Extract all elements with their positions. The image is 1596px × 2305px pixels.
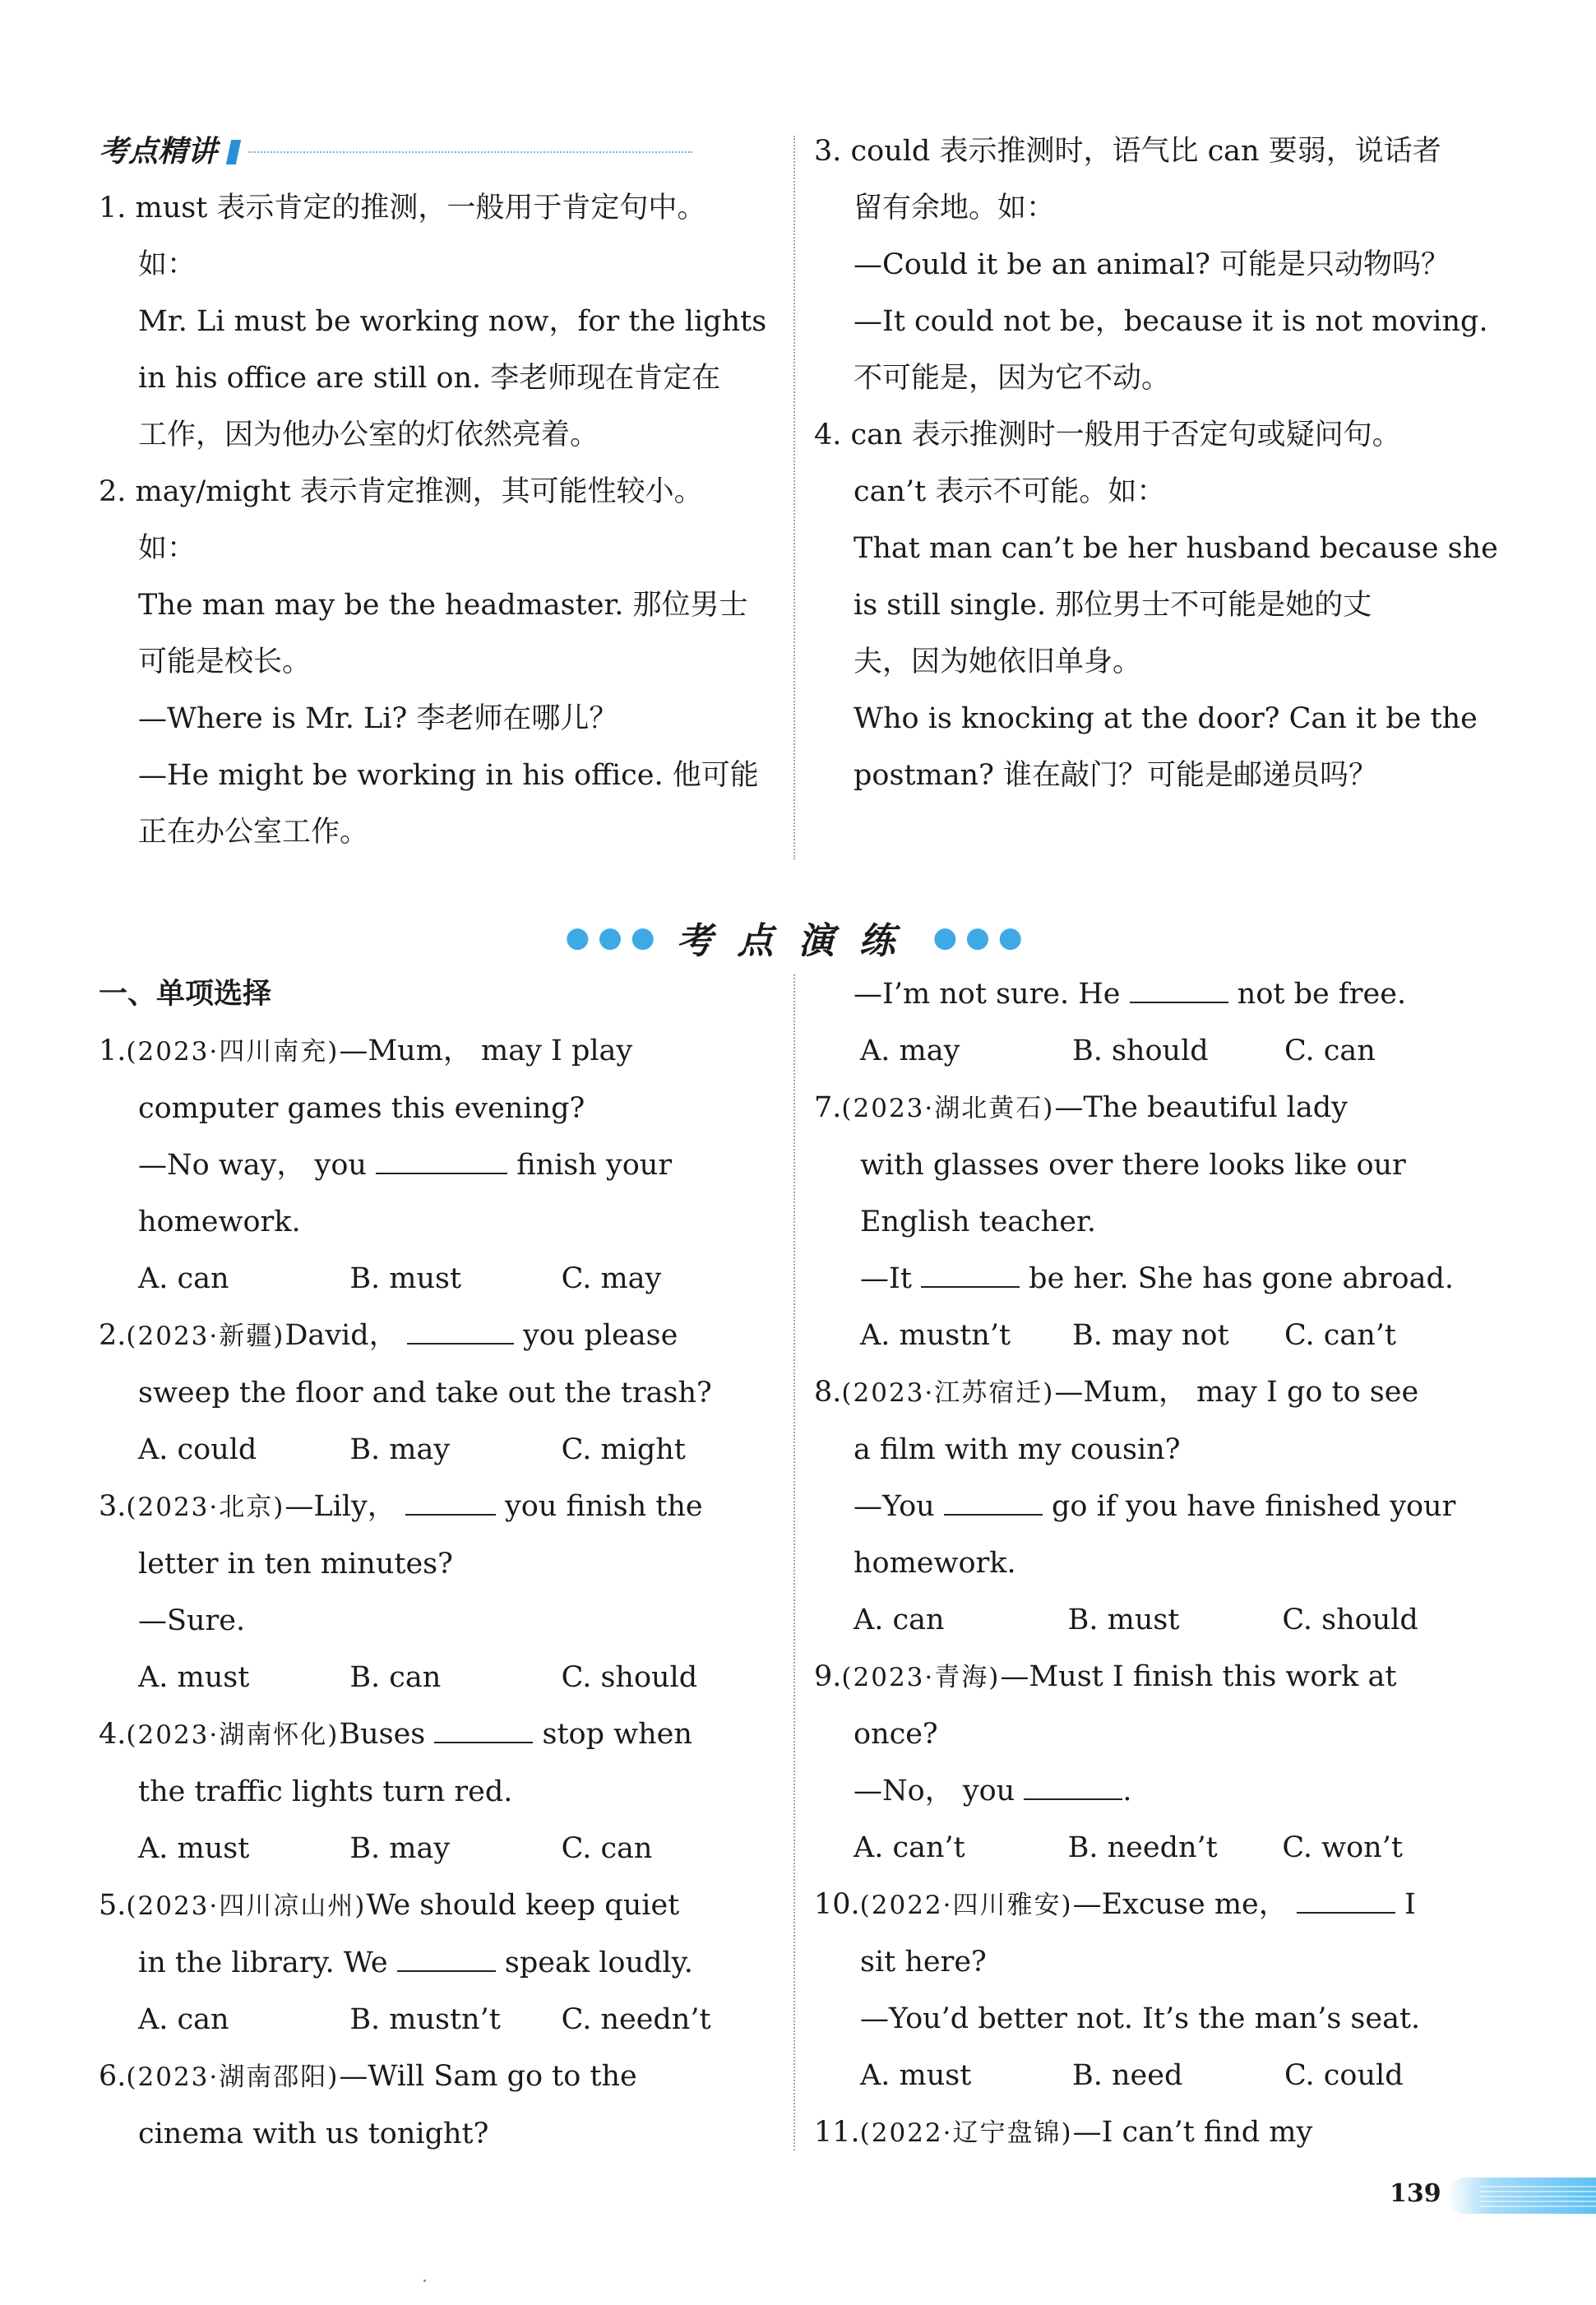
option-a[interactable]: A. must bbox=[138, 1832, 250, 1865]
focus-line: The man may be the headmaster. 那位男士 bbox=[138, 589, 748, 622]
question-8 bbox=[814, 1364, 1497, 1422]
answer-blank[interactable] bbox=[1024, 1774, 1122, 1800]
option-b[interactable]: B. may not bbox=[1072, 1319, 1229, 1352]
focus-line: That man can’t be her husband because she bbox=[854, 532, 1498, 565]
answer-blank[interactable] bbox=[407, 1318, 514, 1345]
option-c[interactable]: C. needn’t bbox=[561, 2003, 711, 2036]
answer-blank[interactable] bbox=[1297, 1887, 1395, 1914]
question-text: stop when bbox=[542, 1718, 692, 1751]
focus-line: —Where is Mr. Li? 李老师在哪儿？ bbox=[138, 702, 618, 735]
question-text: be her. She has gone abroad. bbox=[1029, 1262, 1454, 1295]
question-line bbox=[814, 1479, 1497, 1535]
question-number: 5. bbox=[99, 1889, 127, 1922]
focus-line: Who is knocking at the door? Can it be the bbox=[854, 702, 1478, 735]
option-a[interactable]: A. can bbox=[138, 2003, 229, 2036]
focus-line: in his office are still on. 李老师现在肯定在 bbox=[138, 362, 721, 395]
question-text: speak loudly. bbox=[504, 1946, 693, 1979]
question-2 bbox=[99, 1308, 773, 1365]
question-source: (2023·四川凉山州) bbox=[126, 1891, 367, 1921]
question-text: once? bbox=[854, 1718, 938, 1751]
banner-dots-right: ●●● bbox=[932, 921, 1031, 954]
question-text: —I can’t find my bbox=[1072, 2116, 1313, 2149]
scan-speck bbox=[423, 2280, 426, 2282]
option-a[interactable]: A. can’t bbox=[854, 1831, 965, 1864]
question-3 bbox=[99, 1479, 773, 1536]
focus-line: 夫，因为她依旧单身。 bbox=[854, 646, 1142, 678]
answer-blank[interactable] bbox=[944, 1489, 1043, 1516]
question-source: (2023·四川南充) bbox=[126, 1037, 340, 1067]
question-line bbox=[814, 966, 1497, 1023]
title-dotted-rule bbox=[248, 151, 692, 153]
focus-line: —He might be working in his office. 他可能 bbox=[138, 759, 759, 792]
question-text: —No way， you bbox=[138, 1149, 367, 1182]
question-source: (2022·四川雅安) bbox=[859, 1891, 1073, 1920]
question-text: —I’m not sure. He bbox=[854, 978, 1121, 1011]
answer-blank[interactable] bbox=[376, 1148, 507, 1174]
column-divider-top bbox=[793, 136, 795, 859]
answer-options bbox=[814, 1820, 1497, 1877]
question-source: (2023·湖南邵阳) bbox=[126, 2062, 340, 2092]
answer-options bbox=[814, 2048, 1497, 2104]
question-number: 7. bbox=[814, 1091, 842, 1124]
option-a[interactable]: A. could bbox=[138, 1433, 257, 1466]
question-text: We should keep quiet bbox=[366, 1889, 680, 1922]
question-number: 2. bbox=[99, 1319, 127, 1352]
option-b[interactable]: B. need bbox=[1072, 2059, 1183, 2092]
option-a[interactable]: A. mustn’t bbox=[860, 1319, 1011, 1352]
option-c[interactable]: C. won’t bbox=[1282, 1831, 1403, 1864]
question-1 bbox=[99, 1023, 773, 1081]
question-text: homework. bbox=[854, 1547, 1016, 1580]
option-c[interactable]: C. should bbox=[561, 1661, 698, 1694]
question-number: 4. bbox=[99, 1718, 127, 1751]
question-text: —Mum， may I go to see bbox=[1054, 1376, 1419, 1409]
focus-title-text: 考点精讲 bbox=[99, 135, 218, 169]
question-text: not be free. bbox=[1237, 978, 1407, 1011]
answer-blank[interactable] bbox=[434, 1717, 533, 1743]
answer-blank[interactable] bbox=[397, 1946, 496, 1972]
column-divider-bottom bbox=[793, 974, 795, 2150]
practice-right-column bbox=[814, 966, 1497, 2162]
focus-line: 4. can 表示推测时一般用于否定句或疑问句。 bbox=[814, 419, 1401, 451]
answer-blank[interactable] bbox=[921, 1261, 1020, 1288]
focus-line: Mr. Li must be working now，for the lights bbox=[138, 305, 767, 338]
question-text: I bbox=[1404, 1888, 1416, 1921]
option-b[interactable]: B. needn’t bbox=[1067, 1831, 1218, 1864]
question-text: English teacher. bbox=[860, 1206, 1097, 1238]
focus-line: 如： bbox=[138, 532, 197, 565]
question-text: —Sure. bbox=[138, 1604, 246, 1637]
focus-line: can’t 表示不可能。如： bbox=[854, 475, 1166, 508]
option-a[interactable]: A. must bbox=[860, 2059, 972, 2092]
question-text: the traffic lights turn red. bbox=[138, 1775, 513, 1808]
question-text: in the library. We bbox=[138, 1946, 388, 1979]
question-source: (2023·新疆) bbox=[126, 1321, 285, 1351]
question-text: a film with my cousin? bbox=[854, 1433, 1181, 1466]
focus-line: 正在办公室工作。 bbox=[138, 816, 369, 849]
option-c[interactable]: C. could bbox=[1284, 2059, 1404, 2092]
question-line bbox=[99, 1935, 773, 1992]
question-number: 10. bbox=[814, 1888, 860, 1921]
question-text: —It bbox=[860, 1262, 912, 1295]
question-source: (2022·辽宁盘锦) bbox=[859, 2118, 1073, 2148]
focus-line: 2. may/might 表示肯定推测，其可能性较小。 bbox=[99, 475, 703, 508]
question-source: (2023·湖南怀化) bbox=[126, 1720, 340, 1750]
focus-line: 工作，因为他办公室的灯依然亮着。 bbox=[138, 419, 599, 451]
answer-options bbox=[99, 1251, 773, 1308]
question-number: 8. bbox=[814, 1376, 842, 1409]
question-text: —Will Sam go to the bbox=[339, 2060, 637, 2093]
question-line bbox=[814, 1763, 1497, 1820]
focus-line: postman? 谁在敲门？可能是邮递员吗？ bbox=[854, 759, 1377, 792]
question-text: you finish the bbox=[505, 1490, 703, 1523]
option-a[interactable]: A. can bbox=[854, 1604, 945, 1636]
question-text: sweep the floor and take out the trash? bbox=[138, 1377, 712, 1409]
practice-title: 考点演练 bbox=[676, 920, 920, 962]
option-a[interactable]: A. may bbox=[860, 1034, 960, 1067]
question-text: Buses bbox=[339, 1718, 426, 1751]
question-text: with glasses over there looks like our bbox=[860, 1149, 1406, 1182]
question-text: sit here? bbox=[860, 1946, 987, 1979]
focus-section-title bbox=[99, 123, 773, 180]
answer-blank[interactable] bbox=[1130, 977, 1228, 1003]
question-source: (2023·北京) bbox=[126, 1493, 285, 1522]
question-line bbox=[814, 1251, 1497, 1308]
question-line bbox=[99, 1137, 773, 1194]
focus-line: 3. could 表示推测时，语气比 can 要弱，说话者 bbox=[814, 135, 1441, 168]
question-source: (2023·江苏宿迁) bbox=[841, 1378, 1055, 1408]
question-text: computer games this evening? bbox=[138, 1092, 585, 1125]
option-b[interactable]: B. must bbox=[349, 1262, 462, 1295]
question-text: —No， you bbox=[854, 1775, 1015, 1807]
focus-line: 1. must 表示肯定的推测，一般用于肯定句中。 bbox=[99, 192, 706, 224]
focus-line: 如： bbox=[138, 248, 197, 281]
question-text: homework. bbox=[138, 1206, 301, 1238]
option-a[interactable]: A. must bbox=[138, 1661, 250, 1694]
question-text: —The beautiful lady bbox=[1054, 1091, 1348, 1124]
question-source: (2023·湖北黄石) bbox=[841, 1094, 1055, 1123]
focus-line: is still single. 那位男士不可能是她的丈 bbox=[854, 589, 1372, 622]
question-text: —Lily， bbox=[285, 1490, 396, 1523]
question-text: go if you have finished your bbox=[1051, 1490, 1456, 1523]
question-9 bbox=[814, 1649, 1497, 1706]
title-accent-bar bbox=[226, 140, 241, 164]
option-b[interactable]: B. mustn’t bbox=[349, 2003, 501, 2036]
question-number: 11. bbox=[814, 2116, 860, 2149]
question-text: David， bbox=[285, 1319, 398, 1352]
answer-blank[interactable] bbox=[405, 1489, 496, 1516]
option-b[interactable]: B. can bbox=[349, 1661, 442, 1694]
option-c[interactable]: C. can’t bbox=[1284, 1319, 1396, 1352]
question-7 bbox=[814, 1080, 1497, 1137]
question-source: (2023·青海) bbox=[841, 1663, 1001, 1692]
practice-banner bbox=[0, 909, 1596, 966]
question-text: finish your bbox=[516, 1149, 673, 1182]
practice-left-column bbox=[99, 966, 773, 2163]
answer-options bbox=[99, 1422, 773, 1479]
question-text: . bbox=[1122, 1775, 1132, 1807]
option-b[interactable]: B. may bbox=[349, 1433, 451, 1466]
question-text: cinema with us tonight? bbox=[138, 2118, 489, 2150]
question-text: —You’d better not. It’s the man’s seat. bbox=[860, 2002, 1421, 2035]
answer-options bbox=[814, 1308, 1497, 1364]
page-tab-stripes bbox=[1480, 2184, 1596, 2207]
question-text: —Excuse me， bbox=[1072, 1888, 1288, 1921]
section-heading: 一、单项选择 bbox=[99, 978, 272, 1011]
option-b[interactable]: B. must bbox=[1067, 1604, 1180, 1636]
question-10 bbox=[814, 1877, 1497, 1934]
focus-line: 不可能是，因为它不动。 bbox=[854, 362, 1171, 395]
question-4 bbox=[99, 1706, 773, 1764]
focus-line: 留有余地。如： bbox=[854, 192, 1056, 224]
option-a[interactable]: A. can bbox=[138, 1262, 229, 1295]
question-text: you please bbox=[522, 1319, 678, 1352]
question-text: —You bbox=[854, 1490, 935, 1523]
question-number: 1. bbox=[99, 1034, 127, 1067]
question-text: —Mum， may I play bbox=[339, 1034, 633, 1067]
banner-dots-left: ●●● bbox=[565, 921, 664, 954]
option-c[interactable]: C. can bbox=[1284, 1034, 1376, 1067]
focus-right-column bbox=[814, 123, 1497, 804]
option-c[interactable]: C. can bbox=[561, 1832, 653, 1865]
question-5 bbox=[99, 1877, 773, 1935]
option-c[interactable]: C. might bbox=[561, 1433, 686, 1466]
answer-options bbox=[814, 1592, 1497, 1649]
option-b[interactable]: B. may bbox=[349, 1832, 451, 1865]
question-6 bbox=[99, 2048, 773, 2106]
answer-options bbox=[99, 1650, 773, 1706]
option-c[interactable]: C. should bbox=[1282, 1604, 1418, 1636]
question-text: —Must I finish this work at bbox=[1000, 1660, 1397, 1693]
focus-line: —Could it be an animal? 可能是只动物吗？ bbox=[854, 248, 1450, 281]
answer-options bbox=[99, 1821, 773, 1877]
question-11 bbox=[814, 2104, 1497, 2162]
question-number: 9. bbox=[814, 1660, 842, 1693]
question-number: 6. bbox=[99, 2060, 127, 2093]
answer-options bbox=[814, 1023, 1497, 1080]
question-number: 3. bbox=[99, 1490, 127, 1523]
option-c[interactable]: C. may bbox=[561, 1262, 662, 1295]
focus-left-column bbox=[99, 123, 773, 861]
page-number: 139 bbox=[1390, 2179, 1441, 2208]
focus-line: 可能是校长。 bbox=[138, 646, 312, 678]
focus-line: —It could not be，because it is not moving. bbox=[854, 305, 1488, 338]
question-text: letter in ten minutes? bbox=[138, 1548, 453, 1581]
answer-options bbox=[99, 1992, 773, 2048]
option-b[interactable]: B. should bbox=[1072, 1034, 1209, 1067]
